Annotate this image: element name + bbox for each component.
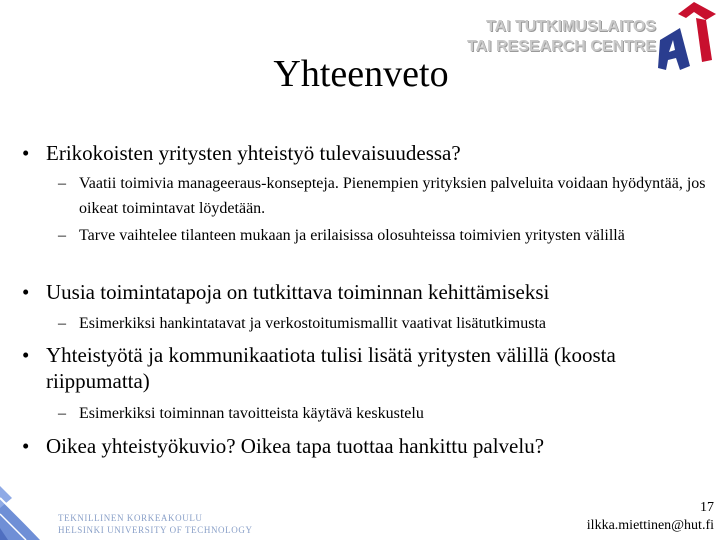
logo-red-shape (678, 2, 716, 20)
sub-bullet-item (58, 401, 713, 426)
sub-bullet-text: Vaatii toimivia manageeraus-konsepteja. Pienempien yrityksien palveluita voidaan hyödyntää, jos oikeat toimintavat löydetään. (79, 175, 706, 217)
sub-bullet-marker: – (58, 315, 66, 332)
sub-bullet-item (58, 171, 713, 221)
university-name-finnish: TEKNILLINEN KORKEAKOULU (58, 513, 203, 523)
sub-bullet-text: Esimerkiksi hankintatavat ja verkostoitumismallit vaativat lisätutkimusta (79, 315, 547, 332)
bullet-item (22, 140, 712, 166)
sub-bullet-marker: – (58, 405, 66, 422)
sub-bullet-item (58, 223, 713, 248)
sub-bullet-marker: – (58, 227, 66, 244)
bullet-text: Oikea yhteistyökuvio? Oikea tapa tuottaa hankittu palvelu? (46, 434, 545, 458)
university-name-english: HELSINKI UNIVERSITY OF TECHNOLOGY (58, 525, 253, 535)
bullet-item (22, 279, 712, 305)
sub-bullet-text: Esimerkiksi toiminnan tavoitteista käytävä keskustelu (79, 405, 424, 422)
page-number: 17 (700, 500, 714, 515)
org-name-finnish: TAI TUTKIMUSLAITOS (485, 18, 656, 35)
bullet-marker: • (22, 280, 30, 304)
sub-bullet-text: Tarve vaihtelee tilanteen mukaan ja erilaisissa olosuhteissa toimivien yritysten välillä (79, 227, 625, 244)
bullet-marker: • (22, 141, 30, 165)
university-name (58, 512, 253, 536)
org-name-english: TAI RESEARCH CENTRE (466, 38, 656, 55)
slide-footer-info (587, 499, 714, 535)
author-email: ilkka.miettinen@hut.fi (586, 518, 714, 533)
bullet-text: Erikokoisten yritysten yhteistyö tulevaisuudessa? (46, 141, 461, 165)
sub-bullet-item (58, 311, 713, 336)
bullet-marker: • (22, 343, 30, 367)
university-corner-logo-icon (0, 478, 60, 540)
bullet-item (22, 342, 712, 394)
slide-title: Yhteenveto (273, 53, 449, 95)
bullet-text: Uusia toimintatapoja on tutkittava toiminnan kehittämiseksi (46, 280, 550, 304)
sub-bullet-marker: – (58, 175, 66, 192)
bullet-marker: • (22, 434, 30, 458)
bullet-text: Yhteistyötä ja kommunikaatiota tulisi lisätä yritysten välillä (koosta riippumatta) (46, 343, 616, 393)
bullet-item (22, 433, 712, 459)
